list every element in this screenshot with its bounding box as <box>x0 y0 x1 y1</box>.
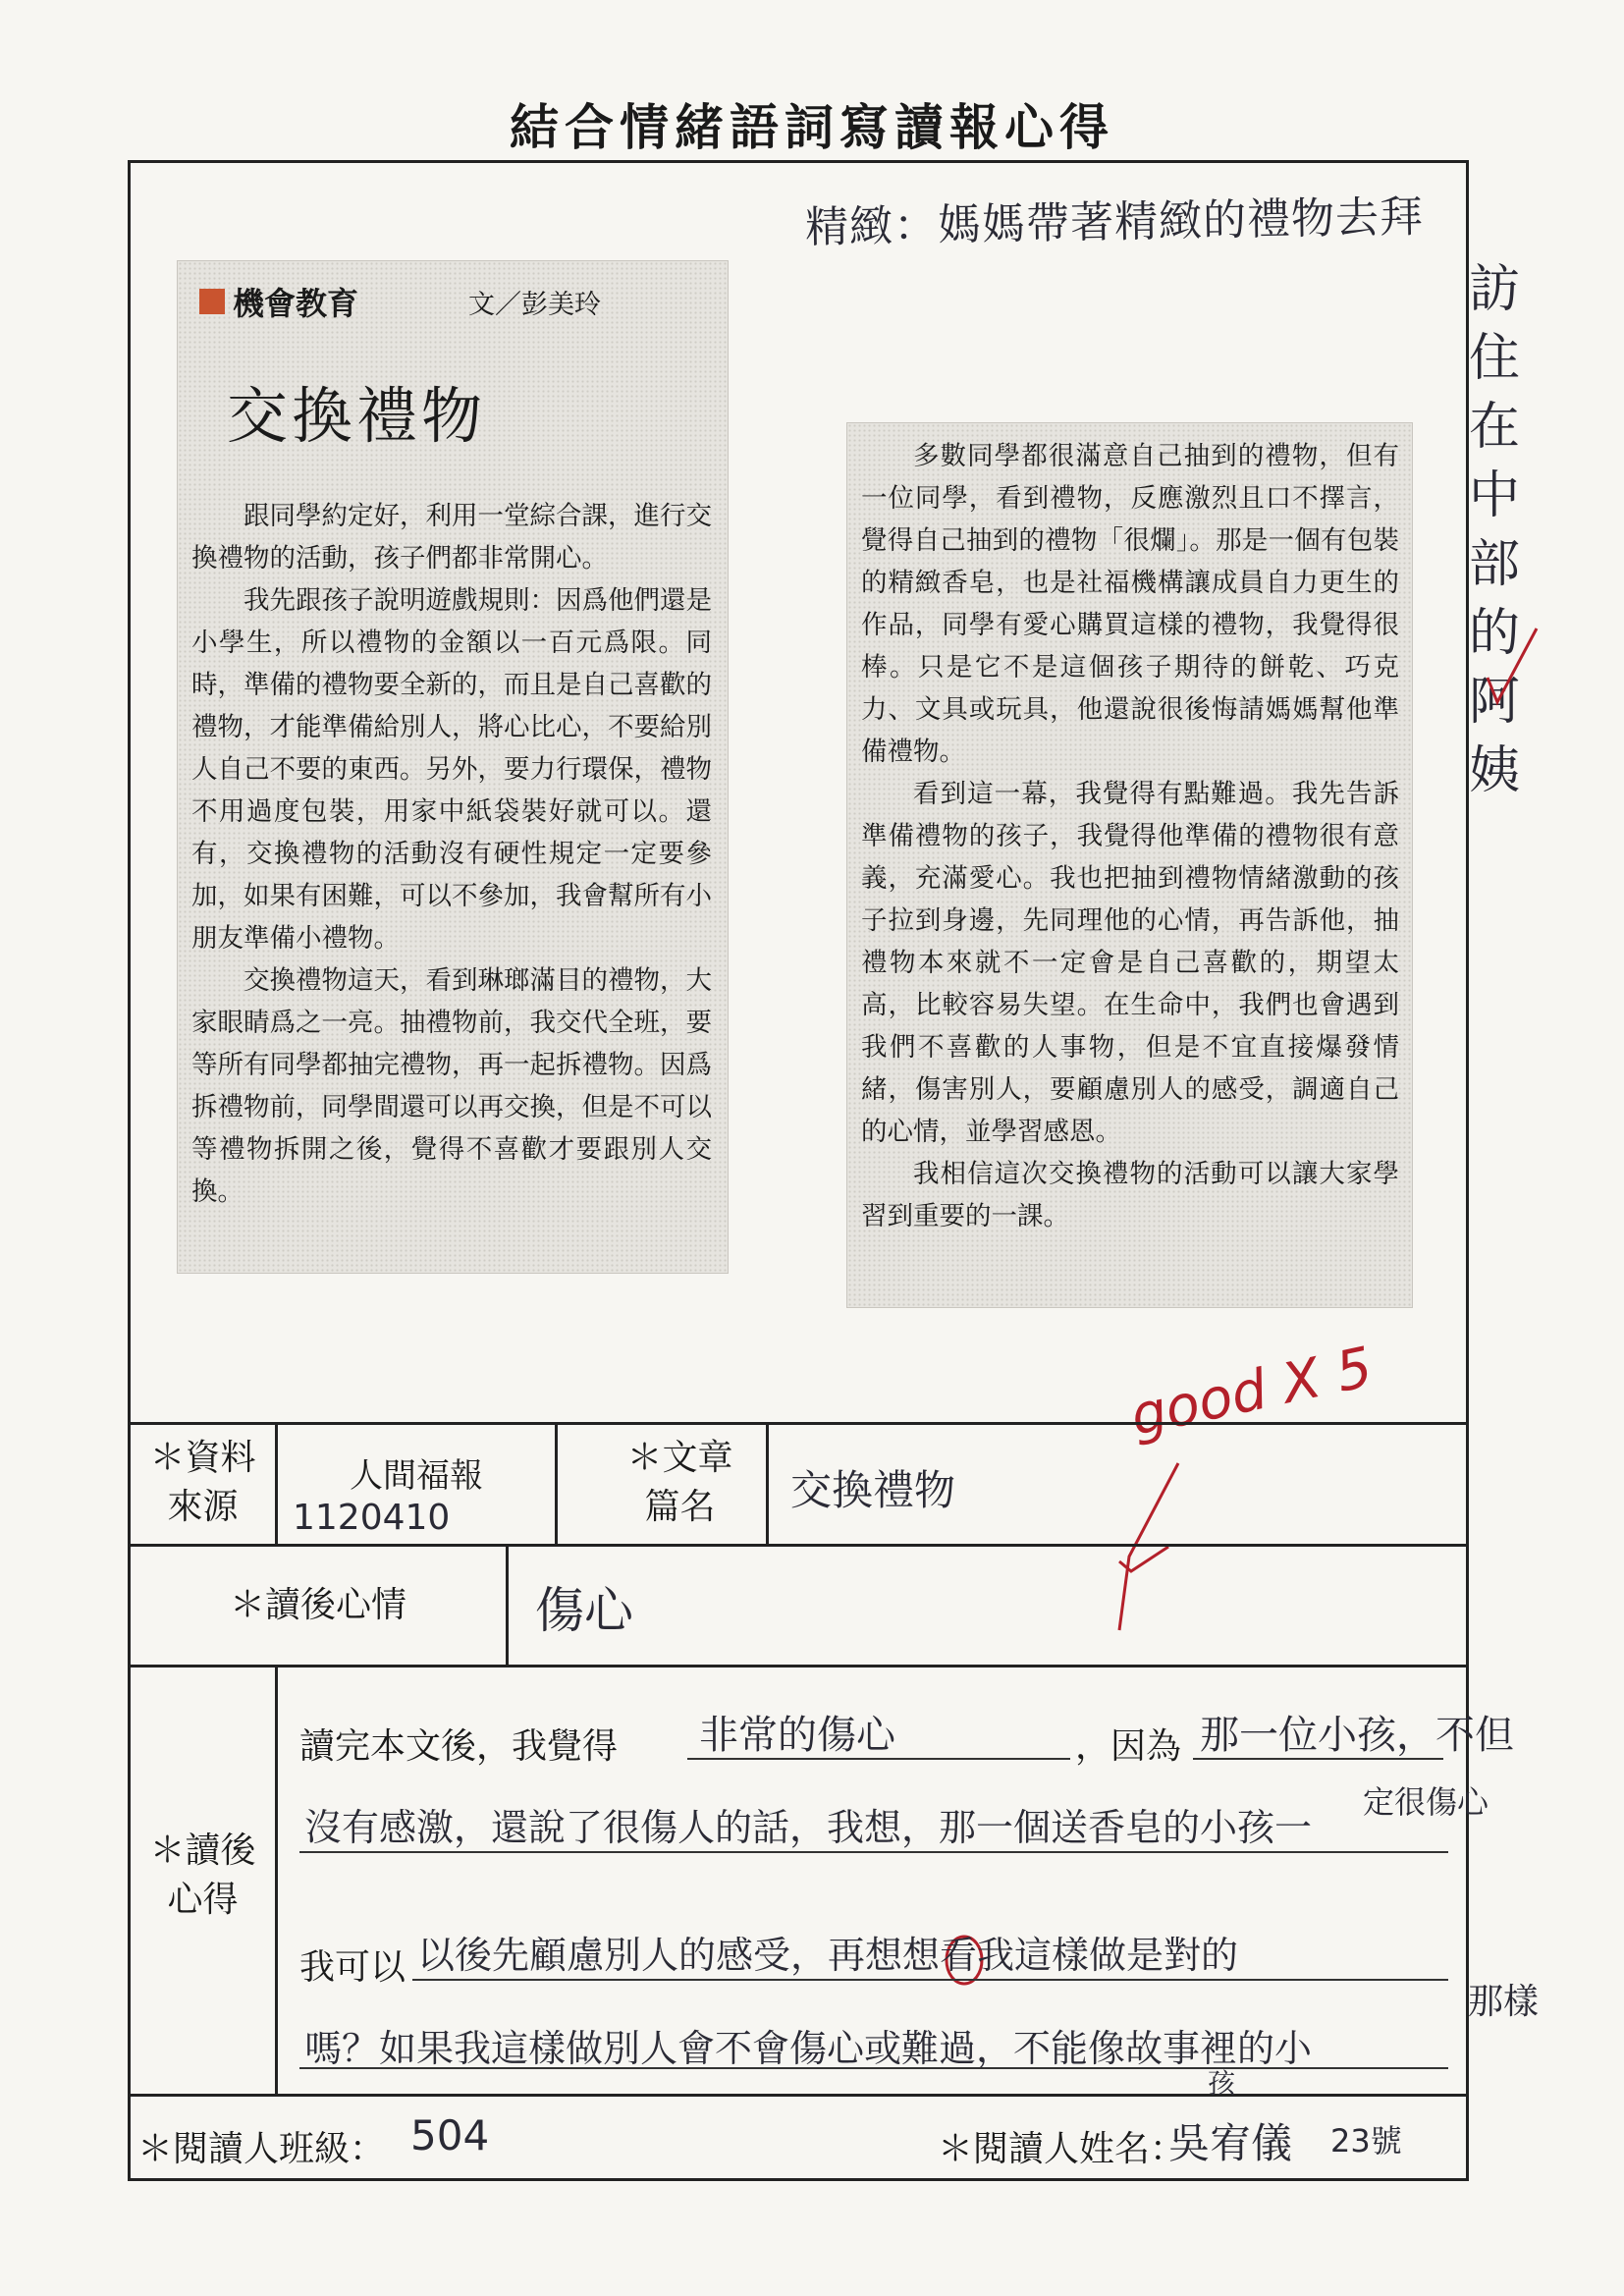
reflection-mid-1: ，因為 <box>1075 1726 1182 1767</box>
underline <box>299 2067 1448 2069</box>
paragraph: 多數同學都很滿意自己抽到的禮物，但有一位同學，看到禮物，反應激烈且口不擇言，覺得自己抽到的禮物「很爛」。那是一個有包裝的精緻香皂，也是社福機構讓成員自力更生的作品，同學有愛心購買這樣的禮物，我覺得很棒。只是它不是這個孩子期待的餅乾、巧克力、文具或玩具，他還說很後悔請媽媽幫他準備禮物。 <box>861 441 1399 767</box>
side-char: 在 <box>1468 398 1520 457</box>
source-label-line: ＊資料 <box>149 1438 256 1478</box>
source-label <box>131 1434 275 1532</box>
reflection-insert-4: 孩 <box>1208 2067 1236 2100</box>
reflection-fill-1: 非常的傷心 <box>699 1713 895 1758</box>
paragraph: 我相信這次交換禮物的活動可以讓大家學習到重要的一課。 <box>861 1159 1399 1231</box>
check-mark-icon <box>1488 629 1537 702</box>
underline <box>687 1758 1070 1760</box>
article-headline: 交換禮物 <box>227 380 487 452</box>
class-label: ＊閱讀人班級： <box>137 2129 386 2169</box>
reflection-prefix-1: 讀完本文後，我覺得 <box>299 1726 619 1767</box>
source-date: 1120410 <box>293 1498 451 1538</box>
divider <box>766 1422 769 1544</box>
article-label-line: ＊文章 <box>626 1438 733 1478</box>
divider <box>128 1544 1469 1547</box>
underline <box>299 1851 1448 1853</box>
underline <box>412 1979 1448 1981</box>
side-char: 中 <box>1468 466 1520 525</box>
column-name: 機會教育 <box>233 285 359 322</box>
paragraph: 看到這一幕，我覺得有點難過。我先告訴準備禮物的孩子，我覺得他準備的禮物很有意義，充滿愛心。我也把抽到禮物情緒激動的孩子拉到身邊，先同理他的心情，再告訴他，抽禮物本來就不一定會是自己喜歡的，期望太高，比較容易失望。在生命中，我們也會遇到我們不喜歡的人事物，但是不宜直接爆發情緒，傷害別人，要顧慮別人的感受，調適自己的心情，並學習感恩。 <box>861 779 1399 1147</box>
reflection-fill-2: 沒有感激，還說了很傷人的話，我想，那一個送香皂的小孩一 <box>304 1806 1313 1849</box>
side-char: 的 <box>1468 604 1520 663</box>
divider <box>275 1665 278 2094</box>
reflection-fill-3: 以後先顧慮別人的感受，再想想看我這樣做是對的 <box>417 1934 1239 1977</box>
reflection-insert-3: 那樣 <box>1468 1982 1540 2022</box>
divider <box>128 1422 1469 1425</box>
name-value: 吳宥儀 <box>1168 2119 1293 2167</box>
divider <box>128 2094 1469 2097</box>
article-label <box>599 1434 761 1532</box>
reflection-label-line: ＊讀後 <box>149 1831 256 1871</box>
check-mark-icon <box>1119 1547 1168 1571</box>
underline <box>1193 1758 1443 1760</box>
seat-number: 23號 <box>1330 2122 1402 2159</box>
reflection-fill-1b: 那一位小孩，不但 <box>1200 1713 1514 1758</box>
reflection-label-line: 心得 <box>167 1880 239 1920</box>
article-label-line: 篇名 <box>644 1487 716 1527</box>
check-mark-icon <box>1119 1463 1178 1630</box>
handwritten-note-top: 精緻：媽媽帶著精緻的禮物去拜 <box>804 191 1425 253</box>
paragraph: 我先跟孩子說明遊戲規則：因爲他們還是小學生，所以禮物的金額以一百元爲限。同時，準備的禮物要全新的，而且是自己喜歡的禮物，才能準備給別人，將心比心，不要給別人自己不要的東西。另外，要力行環保，禮物不用過度包裝，用家中紙袋裝好就可以。還有，交換禮物的活動沒有硬性規定一定要參加，如果有困難，可以不參加，我會幫所有小朋友準備小禮物。 <box>191 585 712 954</box>
side-char: 住 <box>1468 329 1520 388</box>
divider <box>506 1544 509 1665</box>
byline: 文／彭美玲 <box>468 290 601 320</box>
divider <box>555 1422 558 1544</box>
class-value: 504 <box>410 2111 490 2159</box>
reflection-fill-4: 嗎？如果我這樣做別人會不會傷心或難過，不能像故事裡的小 <box>304 2027 1313 2070</box>
grade-mark: good X 5 <box>1124 1335 1379 1449</box>
name-label: ＊閱讀人姓名： <box>938 2129 1186 2169</box>
paragraph: 跟同學約定好，利用一堂綜合課，進行交換禮物的活動，孩子們都非常開心。 <box>191 501 712 574</box>
divider <box>128 1665 1469 1667</box>
article-value: 交換禮物 <box>790 1466 956 1514</box>
reflection-label <box>131 1827 275 1925</box>
reflection-insert-2: 定很傷心 <box>1363 1783 1489 1821</box>
paragraph: 交換禮物這天，看到琳瑯滿目的禮物，大家眼睛爲之一亮。抽禮物前，我交代全班，要等所有同學都抽完禮物，再一起拆禮物。因爲拆禮物前，同學間還可以再交換，但是不可以等禮物拆開之後，覺得不喜歡才要跟別人交換。 <box>191 965 712 1207</box>
source-value: 人間福報 <box>350 1456 483 1496</box>
page-title: 結合情緒語詞寫讀報心得 <box>510 98 1114 156</box>
side-char: 部 <box>1468 535 1520 594</box>
mood-label: ＊讀後心情 <box>229 1585 406 1625</box>
side-char: 姨 <box>1468 741 1520 800</box>
side-char: 阿 <box>1468 673 1520 732</box>
side-char: 訪 <box>1468 260 1520 319</box>
reflection-prefix-3: 我可以 <box>299 1947 406 1988</box>
mood-value: 傷心 <box>535 1582 633 1639</box>
source-label-line: 來源 <box>167 1487 239 1527</box>
